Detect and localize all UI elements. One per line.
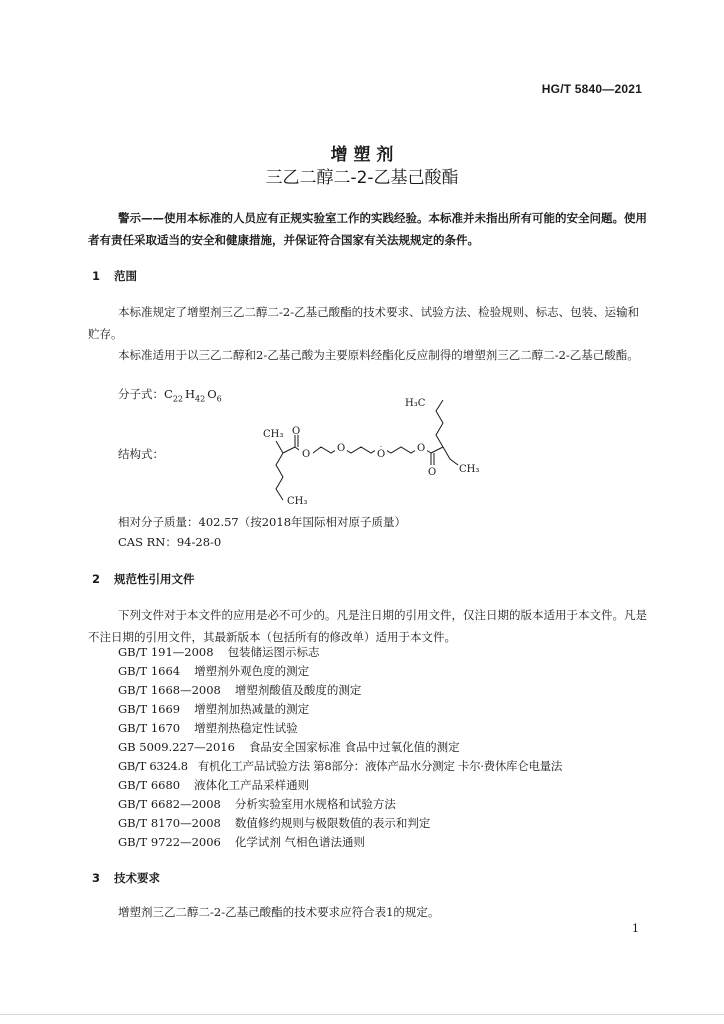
ether-o-1: O xyxy=(337,443,346,454)
right-alpha-bond xyxy=(431,447,443,453)
formula-c: C xyxy=(164,387,173,401)
page-title: 增 塑 剂 xyxy=(330,145,394,165)
section-number: 2 xyxy=(92,572,101,586)
ch3-left-bottom: CH₃ xyxy=(287,496,308,507)
structure-label: 结构式： xyxy=(118,447,164,461)
reference-code: GB/T 191—2008 xyxy=(118,645,214,659)
formula-h-count: 42 xyxy=(195,394,206,404)
scope-paragraph-2: 本标准适用于以三乙二醇和2-乙基己酸为主要原料经酯化反应制得的增塑剂三乙二醇二-2-乙基己酸酯。 xyxy=(118,348,639,362)
reference-code: GB/T 6324.8 xyxy=(118,759,188,773)
reference-code: GB/T 1664 xyxy=(118,664,181,678)
warning-paragraph: 警示——使用本标准的人员应有正规实验室工作的实践经验。本标准并未指出所有可能的安全问题。使用者有责任采取适当的安全和健康措施，并保证符合国家有关法规规定的条件。 xyxy=(88,211,647,247)
reference-item xyxy=(118,815,430,831)
reference-item xyxy=(118,682,361,698)
reference-item xyxy=(118,796,396,812)
carbonyl-o-left: O xyxy=(292,426,301,437)
reference-code: GB/T 1670 xyxy=(118,721,181,735)
page-number: 1 xyxy=(632,922,639,935)
reference-code: GB/T 8170—2008 xyxy=(118,816,221,830)
reference-item xyxy=(118,739,460,755)
ch3-right: CH₃ xyxy=(459,464,480,475)
ester-o-left: O xyxy=(302,449,311,460)
left-alkyl-chain xyxy=(276,441,283,500)
reference-code: GB/T 9722—2006 xyxy=(118,835,221,849)
bottom-rule xyxy=(0,1014,724,1015)
reference-code: GB/T 6680 xyxy=(118,778,181,792)
section-title: 规范性引用文件 xyxy=(114,572,195,586)
normative-intro: 下列文件对于本文件的应用是必不可少的。凡是注日期的引用文件，仅注日期的版本适用于本文件。凡是不注日期的引用文件，其最新版本（包括所有的修改单）适用于本文件。 xyxy=(88,608,647,644)
reference-item xyxy=(118,834,365,850)
reference-title: 增塑剂外观色度的测定 xyxy=(194,664,310,678)
reference-code: GB/T 1668—2008 xyxy=(118,683,221,697)
reference-title: 食品安全国家标准 食品中过氧化值的测定 xyxy=(248,740,460,754)
reference-item xyxy=(118,720,298,736)
ch3-left-top: CH₃ xyxy=(263,429,284,440)
right-alkyl-chain xyxy=(436,400,443,447)
ether-o-2: O xyxy=(377,449,386,460)
glycol-chain xyxy=(313,447,421,453)
reference-title: 分析实验室用水规格和试验方法 xyxy=(234,797,396,811)
ester-o-right: O xyxy=(417,443,426,454)
reference-item xyxy=(118,777,309,793)
reference-title: 增塑剂热稳定性试验 xyxy=(194,721,298,735)
carbonyl-o-right: O xyxy=(428,467,437,478)
reference-item xyxy=(118,644,320,660)
reference-title: 包装储运图示标志 xyxy=(227,645,320,659)
right-ethyl xyxy=(443,447,458,465)
reference-item xyxy=(118,663,309,679)
cas-number: CAS RN：94-28-0 xyxy=(118,535,222,549)
reference-title: 有机化工产品试验方法 第8部分：液体产品水分测定 卡尔·费休库仑电量法 xyxy=(197,759,563,773)
section-number: 3 xyxy=(92,871,101,885)
section-number: 1 xyxy=(92,269,101,283)
formula-label: 分子式： xyxy=(118,387,164,401)
section-title: 范围 xyxy=(114,269,137,283)
reference-code: GB 5009.227—2016 xyxy=(118,740,235,754)
molecular-formula xyxy=(118,386,222,403)
reference-item xyxy=(118,701,309,717)
formula-h: H xyxy=(185,387,196,401)
reference-title: 液体化工产品采样通则 xyxy=(194,778,310,792)
reference-code: GB/T 6682—2008 xyxy=(118,797,221,811)
section-3-heading xyxy=(92,870,160,886)
reference-item xyxy=(118,758,562,774)
reference-title: 化学试剂 气相色谱法通则 xyxy=(234,835,366,849)
page-subtitle: 三乙二醇二-2-乙基己酸酯 xyxy=(265,168,459,188)
section-title: 技术要求 xyxy=(114,871,160,885)
h3c-top: H₃C xyxy=(405,398,426,409)
reference-title: 增塑剂加热减量的测定 xyxy=(194,702,310,716)
formula-c-count: 22 xyxy=(172,394,183,404)
section-2-heading xyxy=(92,571,195,587)
structural-formula xyxy=(255,392,495,507)
reference-title: 增塑剂酸值及酸度的测定 xyxy=(234,683,362,697)
left-alpha-bond xyxy=(283,447,295,453)
section-1-heading xyxy=(92,268,137,284)
formula-o: O xyxy=(207,387,217,401)
standard-code: HG/T 5840—2021 xyxy=(541,82,642,96)
formula-o-count: 6 xyxy=(216,394,222,404)
molecular-mass: 相对分子质量：402.57（按2018年国际相对原子质量） xyxy=(118,515,407,529)
reference-title: 数值修约规则与极限数值的表示和判定 xyxy=(234,816,431,830)
tech-requirements-paragraph: 增塑剂三乙二醇二-2-乙基己酸酯的技术要求应符合表1的规定。 xyxy=(118,905,440,919)
scope-paragraph-1: 本标准规定了增塑剂三乙二醇二-2-乙基己酸酯的技术要求、试验方法、检验规则、标志、包装、运输和贮存。 xyxy=(88,305,640,341)
reference-code: GB/T 1669 xyxy=(118,702,181,716)
